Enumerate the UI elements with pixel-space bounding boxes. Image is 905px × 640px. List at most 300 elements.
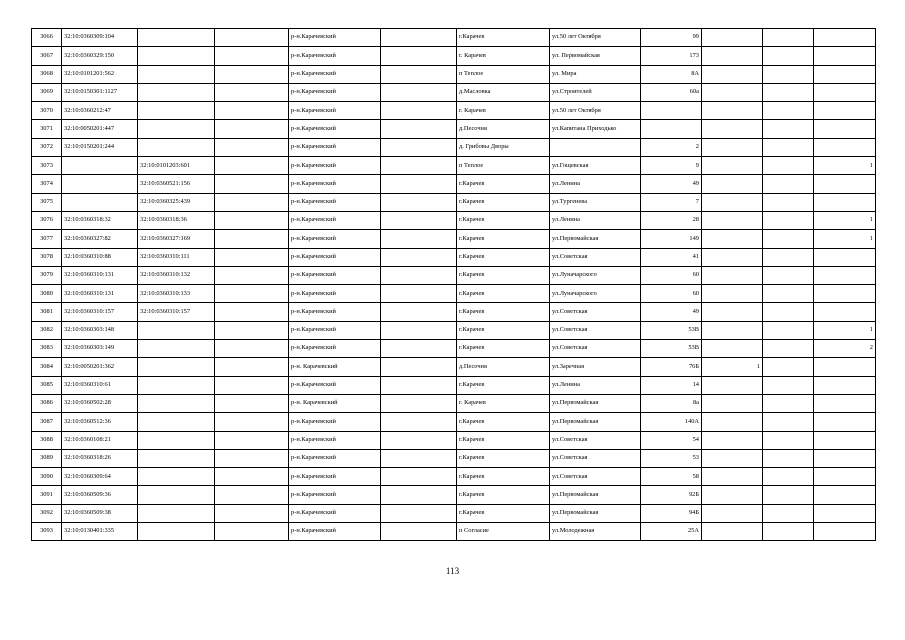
cadastral-number-cell: 32:10:0360502:28: [62, 394, 138, 412]
extra-cell-1: [702, 230, 763, 248]
extra-cell-2: [763, 211, 814, 229]
empty-cell-2: [381, 413, 457, 431]
house-number-cell: 25А: [641, 523, 702, 541]
empty-cell-2: [381, 266, 457, 284]
extra-cell-2: [763, 321, 814, 339]
row-number-cell: 3086: [32, 394, 62, 412]
row-number-cell: 3084: [32, 358, 62, 376]
cadastral-number-2-cell: [138, 321, 215, 339]
row-number-cell: 3076: [32, 211, 62, 229]
extra-cell-2: [763, 157, 814, 175]
locality-cell: г.Карачев: [457, 211, 550, 229]
district-cell: р-н.Карачевский: [289, 211, 381, 229]
cadastral-number-cell: 32:10:0101201:562: [62, 65, 138, 83]
empty-cell: [215, 102, 289, 120]
empty-cell-2: [381, 340, 457, 358]
extra-cell-3: [814, 431, 876, 449]
cadastral-number-cell: 32:10:0360329:150: [62, 47, 138, 65]
extra-cell-1: 1: [702, 358, 763, 376]
empty-cell-2: [381, 193, 457, 211]
cadastral-number-2-cell: 32:10:0101203:601: [138, 157, 215, 175]
extra-cell-2: [763, 175, 814, 193]
street-cell: ул.Советская: [550, 449, 641, 467]
row-number-cell: 3093: [32, 523, 62, 541]
empty-cell-2: [381, 157, 457, 175]
extra-cell-2: [763, 486, 814, 504]
extra-cell-3: [814, 47, 876, 65]
extra-cell-3: [814, 193, 876, 211]
cadastral-number-cell: 32:10:0050201:362: [62, 358, 138, 376]
empty-cell-2: [381, 358, 457, 376]
locality-cell: г.Карачев: [457, 413, 550, 431]
cadastral-number-cell: 32:10:0150201:244: [62, 138, 138, 156]
extra-cell-1: [702, 303, 763, 321]
cadastral-number-2-cell: 32:10:0360318:36: [138, 211, 215, 229]
locality-cell: г.Карачев: [457, 376, 550, 394]
table-row: [32, 376, 876, 394]
district-cell: р-н.Карачевский: [289, 523, 381, 541]
extra-cell-1: [702, 523, 763, 541]
district-cell: р-н.Карачевский: [289, 175, 381, 193]
extra-cell-1: [702, 504, 763, 522]
district-cell: р-н. Карачевский: [289, 358, 381, 376]
extra-cell-1: [702, 193, 763, 211]
table-row: [32, 449, 876, 467]
extra-cell-3: [814, 248, 876, 266]
cadastral-number-cell: 32:10:0360310:131: [62, 266, 138, 284]
cadastral-number-2-cell: [138, 394, 215, 412]
empty-cell-2: [381, 230, 457, 248]
empty-cell: [215, 285, 289, 303]
street-cell: ул.Молодежная: [550, 523, 641, 541]
empty-cell-2: [381, 83, 457, 101]
locality-cell: г.Карачев: [457, 285, 550, 303]
cadastral-number-2-cell: [138, 47, 215, 65]
street-cell: ул.Капитана Приходько: [550, 120, 641, 138]
locality-cell: д.Песочня: [457, 120, 550, 138]
district-cell: р-н.Карачевский: [289, 65, 381, 83]
district-cell: р-н.Карачевский: [289, 47, 381, 65]
extra-cell-3: [814, 285, 876, 303]
extra-cell-1: [702, 340, 763, 358]
house-number-cell: 149: [641, 230, 702, 248]
district-cell: р-н.Карачевский: [289, 486, 381, 504]
extra-cell-3: [814, 120, 876, 138]
extra-cell-3: [814, 468, 876, 486]
street-cell: ул.Первомайская: [550, 486, 641, 504]
empty-cell-2: [381, 321, 457, 339]
extra-cell-3: [814, 266, 876, 284]
locality-cell: д. Грибовы Дворы: [457, 138, 550, 156]
extra-cell-3: 1: [814, 230, 876, 248]
cadastral-number-2-cell: [138, 431, 215, 449]
extra-cell-2: [763, 65, 814, 83]
extra-cell-1: [702, 102, 763, 120]
table-row: [32, 468, 876, 486]
extra-cell-2: [763, 285, 814, 303]
empty-cell: [215, 413, 289, 431]
extra-cell-2: [763, 266, 814, 284]
street-cell: ул.Первомайская: [550, 230, 641, 248]
cadastral-number-2-cell: [138, 102, 215, 120]
district-cell: р-н. Карачевский: [289, 394, 381, 412]
house-number-cell: 8А: [641, 65, 702, 83]
empty-cell: [215, 138, 289, 156]
cadastral-number-2-cell: [138, 138, 215, 156]
empty-cell-2: [381, 394, 457, 412]
row-number-cell: 3083: [32, 340, 62, 358]
empty-cell-2: [381, 248, 457, 266]
extra-cell-1: [702, 321, 763, 339]
district-cell: р-н.Карачевский: [289, 449, 381, 467]
empty-cell: [215, 175, 289, 193]
extra-cell-2: [763, 83, 814, 101]
district-cell: р-н.Карачевский: [289, 376, 381, 394]
cadastral-number-2-cell: [138, 376, 215, 394]
empty-cell: [215, 120, 289, 138]
street-cell: ул.Заречная: [550, 358, 641, 376]
empty-cell-2: [381, 47, 457, 65]
house-number-cell: 49: [641, 303, 702, 321]
locality-cell: г.Карачев: [457, 449, 550, 467]
district-cell: р-н.Карачевский: [289, 285, 381, 303]
row-number-cell: 3088: [32, 431, 62, 449]
district-cell: р-н.Карачевский: [289, 321, 381, 339]
house-number-cell: 94Б: [641, 504, 702, 522]
empty-cell: [215, 248, 289, 266]
table-row: [32, 29, 876, 47]
house-number-cell: 41: [641, 248, 702, 266]
house-number-cell: 173: [641, 47, 702, 65]
table-row: [32, 431, 876, 449]
extra-cell-1: [702, 486, 763, 504]
empty-cell-2: [381, 211, 457, 229]
house-number-cell: 2: [641, 138, 702, 156]
district-cell: р-н.Карачевский: [289, 157, 381, 175]
cadastral-number-2-cell: 32:10:0360310:132: [138, 266, 215, 284]
empty-cell-2: [381, 303, 457, 321]
extra-cell-3: [814, 413, 876, 431]
extra-cell-2: [763, 340, 814, 358]
extra-cell-1: [702, 449, 763, 467]
extra-cell-2: [763, 358, 814, 376]
extra-cell-3: [814, 29, 876, 47]
cadastral-number-2-cell: 32:10:0360310:157: [138, 303, 215, 321]
locality-cell: г.Карачев: [457, 321, 550, 339]
cadastral-number-2-cell: [138, 486, 215, 504]
table-row: [32, 266, 876, 284]
empty-cell: [215, 65, 289, 83]
district-cell: р-н.Карачевский: [289, 248, 381, 266]
house-number-cell: 76Б: [641, 358, 702, 376]
row-number-cell: 3070: [32, 102, 62, 120]
house-number-cell: 60: [641, 266, 702, 284]
house-number-cell: 53: [641, 449, 702, 467]
extra-cell-3: [814, 102, 876, 120]
row-number-cell: 3072: [32, 138, 62, 156]
extra-cell-1: [702, 413, 763, 431]
house-number-cell: 54: [641, 431, 702, 449]
table-row: [32, 65, 876, 83]
row-number-cell: 3089: [32, 449, 62, 467]
extra-cell-3: [814, 138, 876, 156]
extra-cell-1: [702, 138, 763, 156]
cadastral-number-cell: 32:10:0360108:21: [62, 431, 138, 449]
extra-cell-1: [702, 157, 763, 175]
house-number-cell: [641, 102, 702, 120]
cadastral-number-cell: 32:10:0360318:32: [62, 211, 138, 229]
street-cell: ул.Первомайская: [550, 394, 641, 412]
cadastral-number-cell: 32:10:0360309:64: [62, 468, 138, 486]
extra-cell-1: [702, 266, 763, 284]
row-number-cell: 3090: [32, 468, 62, 486]
extra-cell-1: [702, 431, 763, 449]
district-cell: р-н.Карачевский: [289, 303, 381, 321]
row-number-cell: 3080: [32, 285, 62, 303]
street-cell: ул.Ленина: [550, 376, 641, 394]
extra-cell-1: [702, 394, 763, 412]
district-cell: р-н.Карачевский: [289, 504, 381, 522]
street-cell: ул.Луначарского: [550, 285, 641, 303]
cadastral-number-2-cell: [138, 83, 215, 101]
locality-cell: г.Карачев: [457, 431, 550, 449]
house-number-cell: 92Б: [641, 486, 702, 504]
street-cell: ул.Ленина: [550, 175, 641, 193]
locality-cell: г.Карачев: [457, 248, 550, 266]
register-table: [31, 28, 876, 541]
extra-cell-1: [702, 211, 763, 229]
district-cell: р-н.Карачевский: [289, 102, 381, 120]
street-cell: ул.Советская: [550, 303, 641, 321]
cadastral-number-cell: 32:10:0360309:104: [62, 29, 138, 47]
table-row: [32, 285, 876, 303]
table-row: [32, 303, 876, 321]
extra-cell-2: [763, 504, 814, 522]
extra-cell-2: [763, 120, 814, 138]
extra-cell-1: [702, 175, 763, 193]
empty-cell: [215, 431, 289, 449]
row-number-cell: 3091: [32, 486, 62, 504]
house-number-cell: 140А: [641, 413, 702, 431]
street-cell: [550, 138, 641, 156]
district-cell: р-н.Карачевский: [289, 413, 381, 431]
empty-cell-2: [381, 29, 457, 47]
row-number-cell: 3071: [32, 120, 62, 138]
cadastral-number-cell: 32:10:0360512:36: [62, 413, 138, 431]
locality-cell: г.Карачев: [457, 303, 550, 321]
register-table-body: [32, 29, 876, 541]
row-number-cell: 3078: [32, 248, 62, 266]
extra-cell-1: [702, 285, 763, 303]
table-row: [32, 358, 876, 376]
district-cell: р-н.Карачевский: [289, 193, 381, 211]
row-number-cell: 3067: [32, 47, 62, 65]
cadastral-number-2-cell: 32:10:0360310:111: [138, 248, 215, 266]
extra-cell-3: 2: [814, 340, 876, 358]
district-cell: р-н.Карачевский: [289, 83, 381, 101]
empty-cell-2: [381, 102, 457, 120]
extra-cell-2: [763, 303, 814, 321]
street-cell: ул.Ленина: [550, 211, 641, 229]
locality-cell: д.Масловка: [457, 83, 550, 101]
table-row: [32, 120, 876, 138]
extra-cell-1: [702, 65, 763, 83]
extra-cell-1: [702, 248, 763, 266]
table-row: [32, 523, 876, 541]
house-number-cell: 99: [641, 29, 702, 47]
empty-cell: [215, 504, 289, 522]
empty-cell: [215, 321, 289, 339]
locality-cell: г.Карачев: [457, 230, 550, 248]
cadastral-number-cell: 32:10:0360310:61: [62, 376, 138, 394]
extra-cell-2: [763, 413, 814, 431]
extra-cell-3: [814, 394, 876, 412]
empty-cell: [215, 303, 289, 321]
cadastral-number-cell: 32:10:0360509:36: [62, 486, 138, 504]
house-number-cell: 49: [641, 175, 702, 193]
empty-cell: [215, 394, 289, 412]
street-cell: ул.50 лет Октября: [550, 29, 641, 47]
cadastral-number-cell: 32:10:0360310:157: [62, 303, 138, 321]
cadastral-number-cell: 32:10:0360318:26: [62, 449, 138, 467]
row-number-cell: 3073: [32, 157, 62, 175]
house-number-cell: 28: [641, 211, 702, 229]
extra-cell-3: 1: [814, 211, 876, 229]
table-row: [32, 394, 876, 412]
empty-cell-2: [381, 504, 457, 522]
empty-cell: [215, 523, 289, 541]
extra-cell-1: [702, 376, 763, 394]
empty-cell: [215, 449, 289, 467]
extra-cell-3: [814, 486, 876, 504]
extra-cell-3: [814, 175, 876, 193]
empty-cell-2: [381, 120, 457, 138]
empty-cell: [215, 47, 289, 65]
table-row: [32, 211, 876, 229]
table-row: [32, 193, 876, 211]
extra-cell-3: 1: [814, 157, 876, 175]
cadastral-number-cell: [62, 157, 138, 175]
table-row: [32, 138, 876, 156]
extra-cell-2: [763, 431, 814, 449]
table-row: [32, 83, 876, 101]
table-row: [32, 340, 876, 358]
row-number-cell: 3074: [32, 175, 62, 193]
street-cell: ул.Советская: [550, 321, 641, 339]
empty-cell-2: [381, 468, 457, 486]
street-cell: ул. Мира: [550, 65, 641, 83]
empty-cell: [215, 211, 289, 229]
extra-cell-2: [763, 468, 814, 486]
district-cell: р-н.Карачевский: [289, 29, 381, 47]
locality-cell: г.Карачев: [457, 340, 550, 358]
table-row: [32, 230, 876, 248]
district-cell: р-н.Карачевский: [289, 230, 381, 248]
extra-cell-3: [814, 303, 876, 321]
table-row: [32, 504, 876, 522]
extra-cell-3: [814, 358, 876, 376]
empty-cell: [215, 486, 289, 504]
cadastral-number-cell: 32:10:0360303:148: [62, 321, 138, 339]
table-row: [32, 102, 876, 120]
empty-cell: [215, 468, 289, 486]
house-number-cell: 8а: [641, 394, 702, 412]
extra-cell-2: [763, 138, 814, 156]
empty-cell: [215, 157, 289, 175]
district-cell: р-н.Карачевский: [289, 120, 381, 138]
house-number-cell: 9: [641, 157, 702, 175]
cadastral-number-2-cell: [138, 504, 215, 522]
table-row: [32, 413, 876, 431]
cadastral-number-cell: 32:10:0360310:88: [62, 248, 138, 266]
empty-cell: [215, 83, 289, 101]
extra-cell-2: [763, 449, 814, 467]
extra-cell-3: [814, 449, 876, 467]
cadastral-number-2-cell: [138, 468, 215, 486]
empty-cell: [215, 376, 289, 394]
cadastral-number-cell: 32:10:0150301:1127: [62, 83, 138, 101]
empty-cell: [215, 340, 289, 358]
extra-cell-2: [763, 102, 814, 120]
street-cell: ул.Советская: [550, 468, 641, 486]
locality-cell: г.Карачев: [457, 486, 550, 504]
cadastral-number-cell: 32:10:0360327:82: [62, 230, 138, 248]
house-number-cell: [641, 120, 702, 138]
row-number-cell: 3087: [32, 413, 62, 431]
locality-cell: п Теплое: [457, 157, 550, 175]
street-cell: ул.Советская: [550, 340, 641, 358]
locality-cell: г. Карачев: [457, 47, 550, 65]
district-cell: р-н.Карачевский: [289, 340, 381, 358]
cadastral-number-cell: 32:10:0360509:38: [62, 504, 138, 522]
locality-cell: г.Карачев: [457, 175, 550, 193]
row-number-cell: 3068: [32, 65, 62, 83]
empty-cell-2: [381, 285, 457, 303]
cadastral-number-cell: 32:10:0130401:335: [62, 523, 138, 541]
extra-cell-1: [702, 47, 763, 65]
locality-cell: д.Песочня: [457, 358, 550, 376]
cadastral-number-cell: [62, 193, 138, 211]
empty-cell: [215, 358, 289, 376]
empty-cell-2: [381, 138, 457, 156]
house-number-cell: 60: [641, 285, 702, 303]
extra-cell-2: [763, 47, 814, 65]
house-number-cell: 53В: [641, 321, 702, 339]
extra-cell-1: [702, 29, 763, 47]
extra-cell-3: [814, 523, 876, 541]
extra-cell-3: [814, 65, 876, 83]
row-number-cell: 3066: [32, 29, 62, 47]
extra-cell-3: [814, 376, 876, 394]
extra-cell-3: [814, 83, 876, 101]
extra-cell-1: [702, 83, 763, 101]
empty-cell-2: [381, 523, 457, 541]
district-cell: р-н.Карачевский: [289, 266, 381, 284]
row-number-cell: 3081: [32, 303, 62, 321]
cadastral-number-2-cell: [138, 29, 215, 47]
cadastral-number-2-cell: 32:10:0360327:169: [138, 230, 215, 248]
table-row: [32, 486, 876, 504]
extra-cell-1: [702, 468, 763, 486]
row-number-cell: 3082: [32, 321, 62, 339]
empty-cell: [215, 193, 289, 211]
cadastral-number-2-cell: [138, 65, 215, 83]
street-cell: ул.Тургенева: [550, 193, 641, 211]
house-number-cell: 14: [641, 376, 702, 394]
empty-cell: [215, 230, 289, 248]
empty-cell-2: [381, 431, 457, 449]
extra-cell-2: [763, 248, 814, 266]
